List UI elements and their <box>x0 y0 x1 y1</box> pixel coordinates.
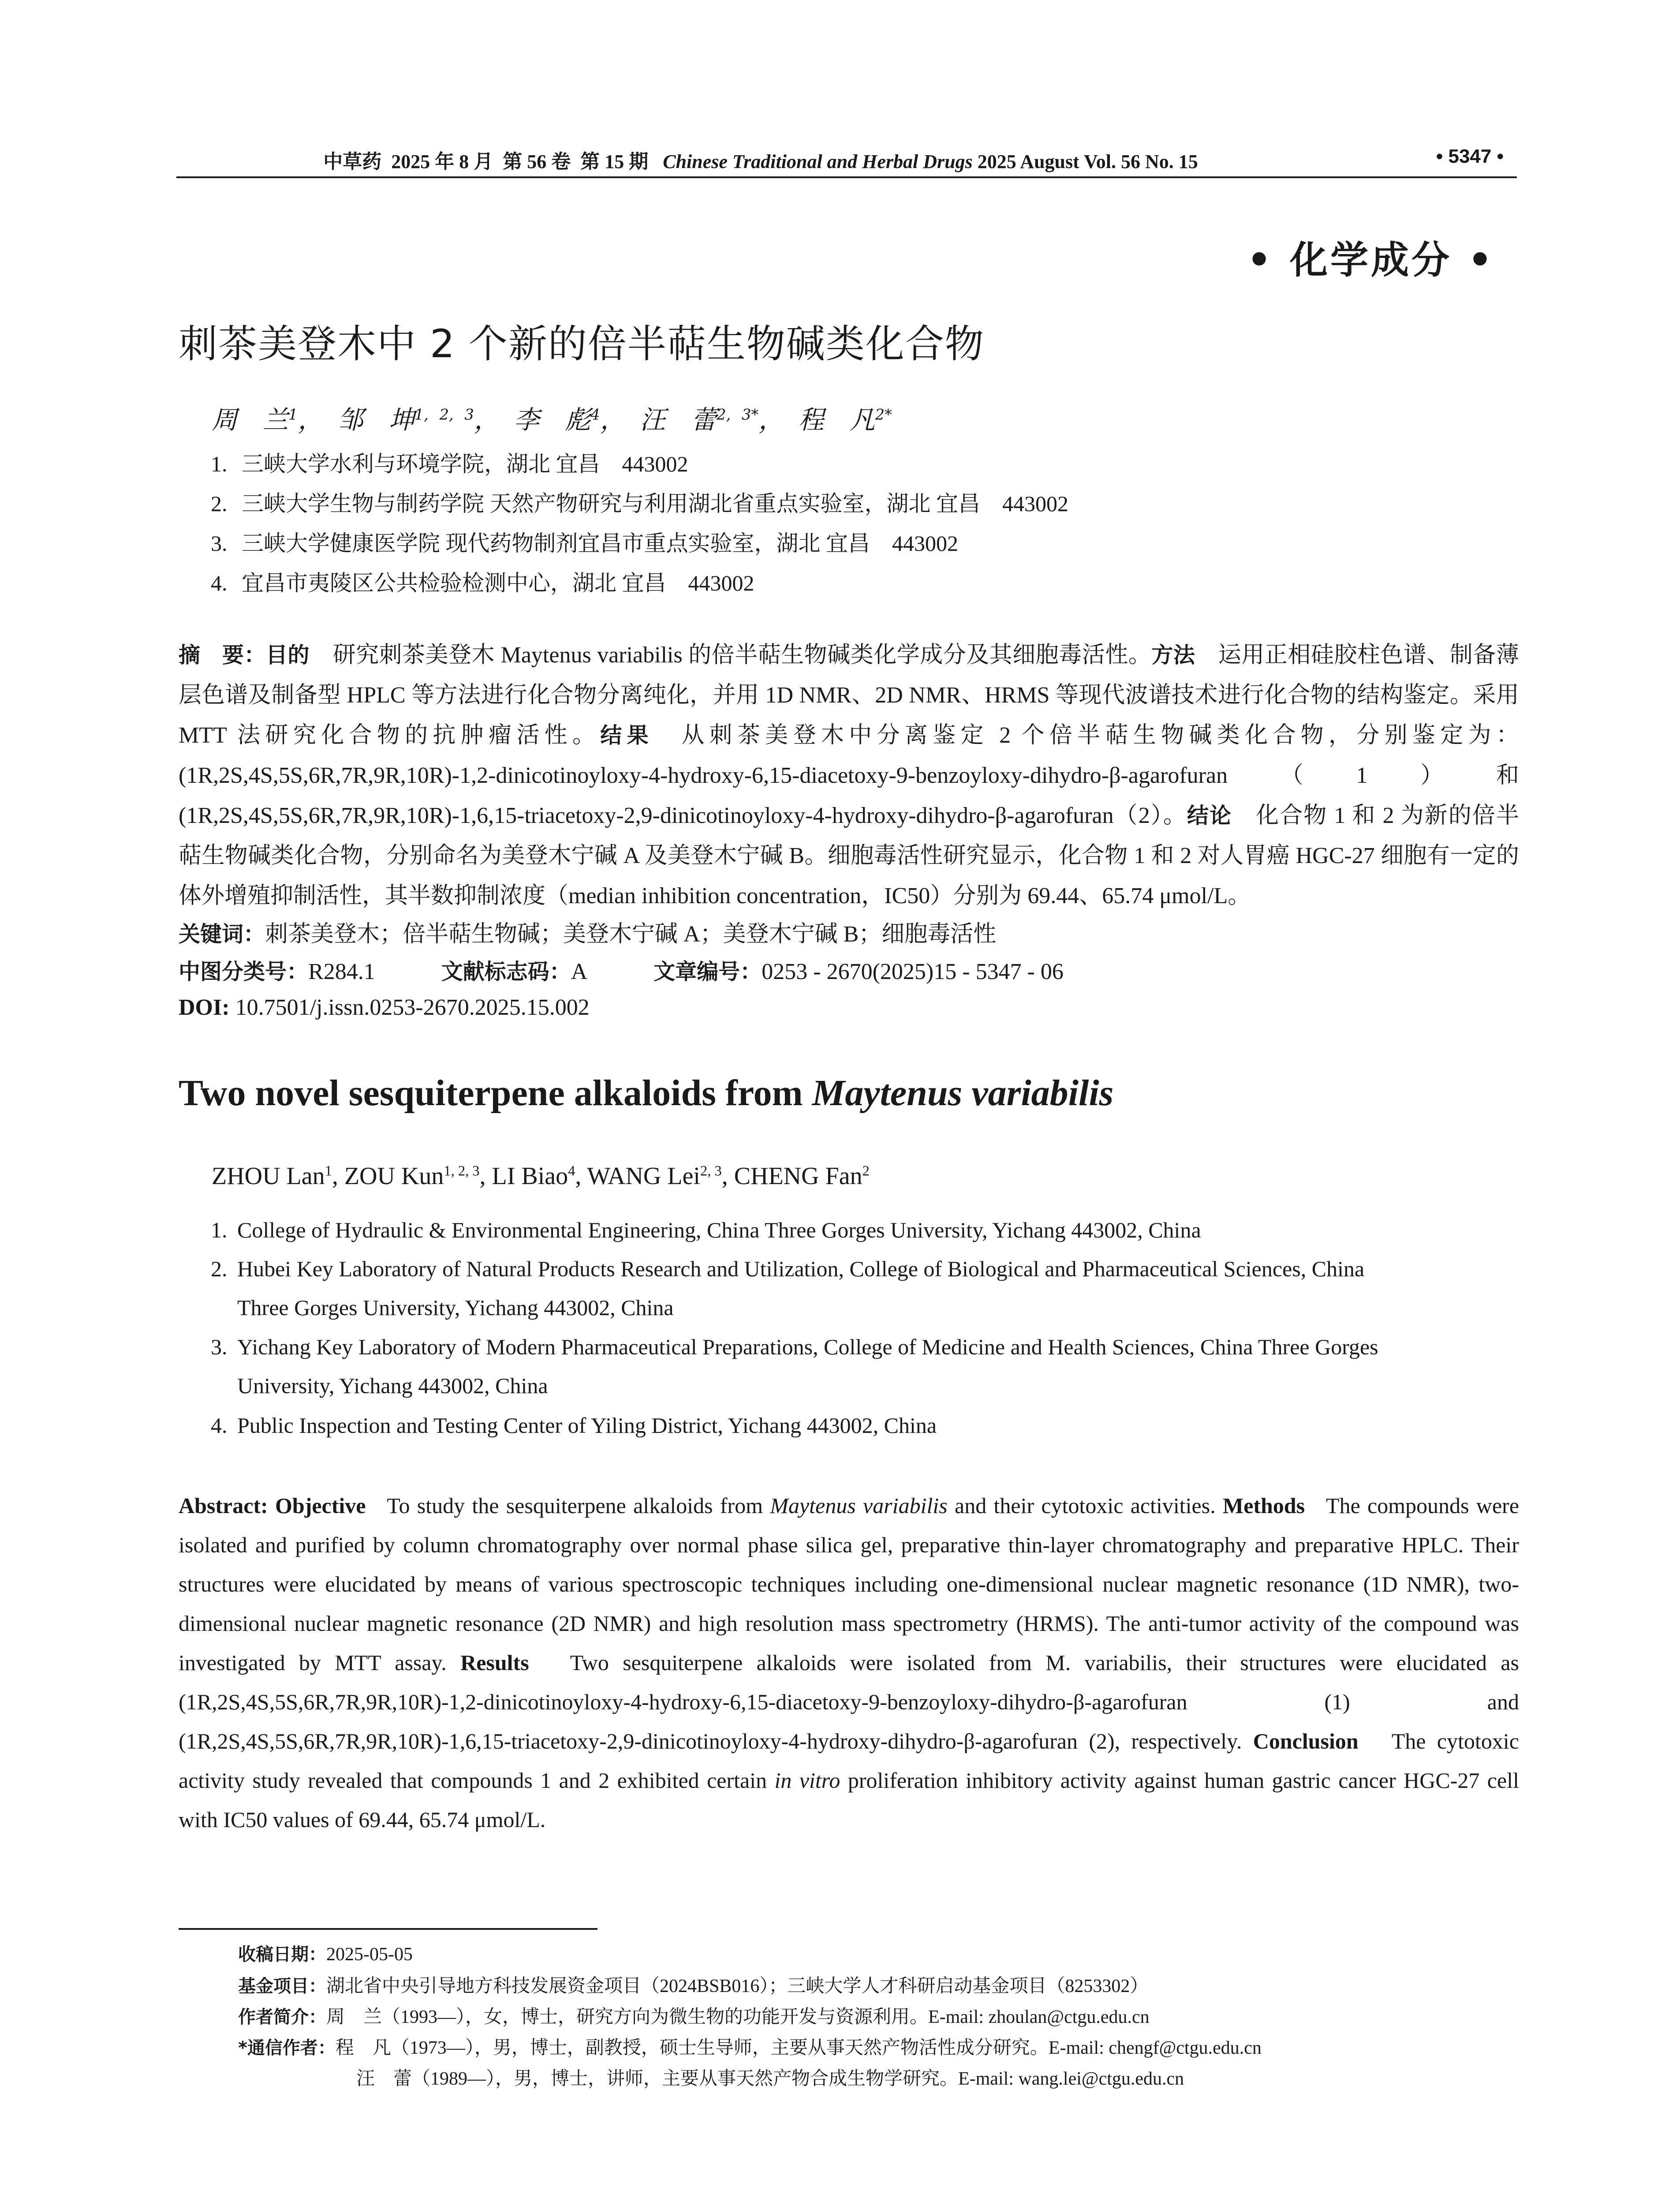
affiliation-en <box>211 1211 1520 1249</box>
affiliation-number: 3. <box>211 531 228 556</box>
species-name: Maytenus variabilis <box>770 1493 948 1518</box>
author-separator: ， <box>474 405 500 435</box>
footnote-received <box>238 1940 413 1966</box>
author-affiliation-marker: 2, 3* <box>717 406 759 423</box>
footnote-text: 湖北省中央引导地方科技发展资金项目（2024BSB016）；三峡大学人才科研启动基金项目（8253302） <box>326 1976 1149 1996</box>
affiliation-text: Hubei Key Laboratory of Natural Products Research and Utilization, College of Biological and Pharmaceutical Sciences, China <box>237 1256 1365 1281</box>
footnote-divider <box>179 1928 597 1930</box>
footnote-text: 周 兰（1993—），女，博士，研究方向为微生物的功能开发与资源利用。E-mail: zhoulan@ctgu.edu.cn <box>326 2007 1150 2027</box>
author-name: 邹 坤 <box>337 405 414 435</box>
header-divider <box>176 176 1517 178</box>
author-affiliation-marker: 1, 2, 3 <box>444 1163 480 1179</box>
author-name: ZOU Kun <box>344 1162 444 1190</box>
journal-name-en: Chinese Traditional and Herbal Drugs <box>663 151 973 172</box>
clc-label: 中图分类号： <box>179 959 309 984</box>
footnote-text: 2025-05-05 <box>326 1944 413 1965</box>
volume-cn: 第 56 卷 <box>503 151 571 172</box>
doi-label: DOI: <box>179 995 230 1020</box>
affiliation-text-continued: Three Gorges University, Yichang 443002, China <box>237 1295 674 1320</box>
abstract-label: Abstract: <box>179 1493 268 1518</box>
affiliation-text: 宜昌市夷陵区公共检验检测中心，湖北 宜昌 443002 <box>242 571 754 595</box>
affiliation-number: 2. <box>211 1256 228 1281</box>
conclusion-text-end: proliferation inhibitory activity against human gastric cancer HGC-27 cell with IC50 values of 69.44, 65.74 μmol/L. <box>179 1768 1519 1832</box>
footnote-label: *通信作者： <box>238 2038 336 2058</box>
conclusion-text: The cytotoxic activity study revealed that compounds 1 and 2 exhibited certain <box>179 1729 1519 1793</box>
author-separator: ， <box>600 405 626 435</box>
author-name: 程 凡 <box>798 405 875 435</box>
footnote-text: 汪 蕾（1989—），男，博士，讲师，主要从事天然产物合成生物学研究。E-mail: wang.lei@ctgu.edu.cn <box>356 2069 1184 2089</box>
author-affiliation-marker: 2* <box>875 406 892 423</box>
doc-code-label: 文献标志码： <box>441 959 571 984</box>
methods-text: The compounds were isolated and purified by column chromatography over normal phase silica gel, preparative thin-layer chromatography and preparative HPLC. Their structures were elucidated by means of various spectroscopic techniques including one-dimensional nuclear magnetic resonance (1D NMR), two-dimensional nuclear magnetic resonance (2D NMR) and high resolution mass spectrometry (HRMS). The anti-tumor activity of the compound was investigated by MTT assay. <box>179 1493 1519 1675</box>
affiliation-number: 1. <box>211 452 228 476</box>
author-affiliation-marker: 4 <box>568 1163 575 1179</box>
author-affiliation-marker: 1, 2, 3 <box>414 406 474 423</box>
author-affiliation-marker: 1 <box>325 1163 332 1179</box>
author-affiliation-marker: 2 <box>862 1163 870 1179</box>
journal-name-cn: 中草药 <box>323 151 382 172</box>
author-name: WANG Lei <box>587 1162 700 1190</box>
affiliation-text: 三峡大学水利与环境学院，湖北 宜昌 443002 <box>242 452 688 476</box>
author-separator: ， <box>758 405 784 435</box>
methods-label: 方法 <box>1151 643 1195 668</box>
classification-line <box>179 955 1064 986</box>
author-separator: , <box>479 1162 492 1190</box>
author-name: 李 彪 <box>514 405 591 435</box>
author-separator: , <box>332 1162 344 1190</box>
author-affiliation-marker: 2, 3 <box>700 1163 722 1179</box>
author-list-cn <box>212 399 892 436</box>
running-header <box>176 146 1345 174</box>
author-name: 汪 蕾 <box>640 405 717 435</box>
abstract-en <box>179 1486 1519 1839</box>
footnote-corresponding-author <box>238 2033 1262 2059</box>
article-title-cn: 刺茶美登木中 2 个新的倍半萜生物碱类化合物 <box>179 321 985 366</box>
author-separator: ， <box>298 405 324 435</box>
objective-text-end: and their cytotoxic activities. <box>947 1493 1216 1518</box>
author-affiliation-marker: 4 <box>590 406 600 423</box>
affiliation-number: 3. <box>211 1334 228 1359</box>
article-number-value: 0253 - 2670(2025)15 - 5347 - 06 <box>762 959 1064 984</box>
issue-date-cn: 2025 年 8 月 <box>391 151 493 172</box>
clc-value: R284.1 <box>308 959 375 984</box>
keywords-cn <box>179 915 996 948</box>
page-number: • 5347 • <box>1436 146 1504 167</box>
affiliation-text: Yichang Key Laboratory of Modern Pharmaceutical Preparations, College of Medicine and Health Sciences, China Three Gorges <box>237 1334 1378 1359</box>
keywords-label: 关键词： <box>179 922 265 947</box>
conclusion-label: 结论 <box>1187 803 1232 828</box>
affiliation-text: 三峡大学生物与制药学院 天然产物研究与利用湖北省重点实验室，湖北 宜昌 443002 <box>242 491 1068 516</box>
affiliation-en <box>211 1249 1520 1327</box>
section-tag: • 化学成分 • <box>1247 238 1495 282</box>
author-affiliation-marker: 1 <box>288 406 298 423</box>
affiliation-cn <box>211 446 688 478</box>
author-name: CHENG Fan <box>734 1162 862 1190</box>
affiliation-cn <box>211 526 958 557</box>
affiliation-number: 2. <box>211 491 228 516</box>
footnote-label: 基金项目： <box>238 1976 326 1996</box>
objective-text: 研究刺茶美登木 Maytenus variabilis 的倍半萜生物碱类化学成分及其细胞毒活性。 <box>332 643 1152 668</box>
doi-value: 10.7501/j.issn.0253-2670.2025.15.002 <box>235 995 590 1020</box>
footnote-label: 收稿日期： <box>238 1944 326 1965</box>
results-text: 从刺茶美登木中分离鉴定 2 个倍半萜生物碱类化合物，分别鉴定为：(1R,2S,4S,5S,6R,7R,9R,10R)-1,2-dinicotinoyloxy-4-hydroxy-6,15-diacetoxy-9-benzoyloxy-dihydro-β-agarofuran（1）和 (1R,2S,4S,5S,6R,7R,9R,10R)-1,6,15-triacetoxy-2,9-dinicotinoyloxy-4-hydroxy-dihydro-β-agarofuran（2）。 <box>179 723 1519 828</box>
objective-label: 目的 <box>266 643 310 668</box>
in-vitro-term: in vitro <box>774 1768 840 1793</box>
footnote-funding <box>238 1971 1148 1998</box>
title-text: Two novel sesquiterpene alkaloids from <box>179 1073 812 1114</box>
results-label: 结果 <box>600 723 653 748</box>
author-name: ZHOU Lan <box>212 1162 325 1190</box>
affiliation-text-continued: University, Yichang 443002, China <box>237 1373 548 1398</box>
footnote-text: 程 凡（1973—），男，博士，副教授，硕士生导师，主要从事天然产物活性成分研究。E-mail: chengf@ctgu.edu.cn <box>335 2038 1262 2058</box>
affiliation-text: Public Inspection and Testing Center of Yiling District, Yichang 443002, China <box>237 1413 937 1438</box>
title-species: Maytenus variabilis <box>812 1073 1114 1114</box>
conclusion-text: 化合物 1 和 2 为新的倍半萜生物碱类化合物，分别命名为美登木宁碱 A 及美登木宁碱 B。细胞毒活性研究显示，化合物 1 和 2 对人胃癌 HGC-27 细胞有一定的体外增殖抑制活性，其半数抑制浓度（median inhibition concentration，IC50）分别为 69.44、65.74 μmol/L。 <box>179 803 1519 908</box>
abstract-label: 摘 要： <box>179 643 266 668</box>
article-title-en <box>179 1072 1113 1114</box>
objective-label: Objective <box>275 1493 366 1518</box>
affiliation-text: 三峡大学健康医学院 现代药物制剂宜昌市重点实验室，湖北 宜昌 443002 <box>242 531 958 556</box>
results-text: Two sesquiterpene alkaloids were isolated from M. variabilis, their structures were elucidated as (1R,2S,4S,5S,6R,7R,9R,10R)-1,2-dinicotinoyloxy-4-hydroxy-6,15-diacetoxy-9-benzoyloxy-dihydro-β-agarofuran (1) and (1R,2S,4S,5S,6R,7R,9R,10R)-1,6,15-triacetoxy-2,9-dinicotinoyloxy-4-hydroxy-dihydro-β-agarofuran (2), respectively. <box>179 1650 1519 1753</box>
affiliation-number: 4. <box>211 571 228 595</box>
footnote-author-bio <box>238 2002 1150 2029</box>
affiliation-en <box>211 1406 1520 1445</box>
keywords-text: 刺茶美登木；倍半萜生物碱；美登木宁碱 A；美登木宁碱 B；细胞毒活性 <box>265 922 997 947</box>
author-name: LI Biao <box>492 1162 568 1190</box>
abstract-cn <box>179 635 1519 916</box>
author-separator: , <box>721 1162 734 1190</box>
footnote-label: 作者简介： <box>238 2007 326 2027</box>
methods-label: Methods <box>1223 1493 1305 1518</box>
issue-date-en: 2025 August Vol. 56 No. 15 <box>977 151 1198 172</box>
doc-code-value: A <box>571 959 588 984</box>
author-separator: , <box>575 1162 587 1190</box>
author-list-en <box>212 1162 870 1190</box>
issue-cn: 第 15 期 <box>580 151 649 172</box>
affiliation-en <box>211 1327 1520 1405</box>
affiliation-cn <box>211 565 754 597</box>
affiliation-number: 1. <box>211 1218 228 1242</box>
footnote-corresponding-author-2 <box>356 2064 1184 2090</box>
affiliation-cn <box>211 486 1068 518</box>
affiliation-number: 4. <box>211 1413 228 1438</box>
results-label: Results <box>460 1650 529 1675</box>
objective-text: To study the sesquiterpene alkaloids from <box>387 1493 770 1518</box>
doi-line <box>179 994 590 1020</box>
author-name: 周 兰 <box>212 405 289 435</box>
affiliation-text: College of Hydraulic & Environmental Engineering, China Three Gorges University, Yichang 443002, China <box>237 1218 1201 1242</box>
conclusion-label: Conclusion <box>1253 1729 1359 1753</box>
article-number-label: 文章编号： <box>653 959 762 984</box>
methods-text: 运用正相硅胶柱色谱、制备薄层色谱及制备型 HPLC 等方法进行化合物分离纯化，并用 1D NMR、2D NMR、HRMS 等现代波谱技术进行化合物的结构鉴定。采用 MTT 法研究化合物的抗肿瘤活性。 <box>179 643 1519 748</box>
